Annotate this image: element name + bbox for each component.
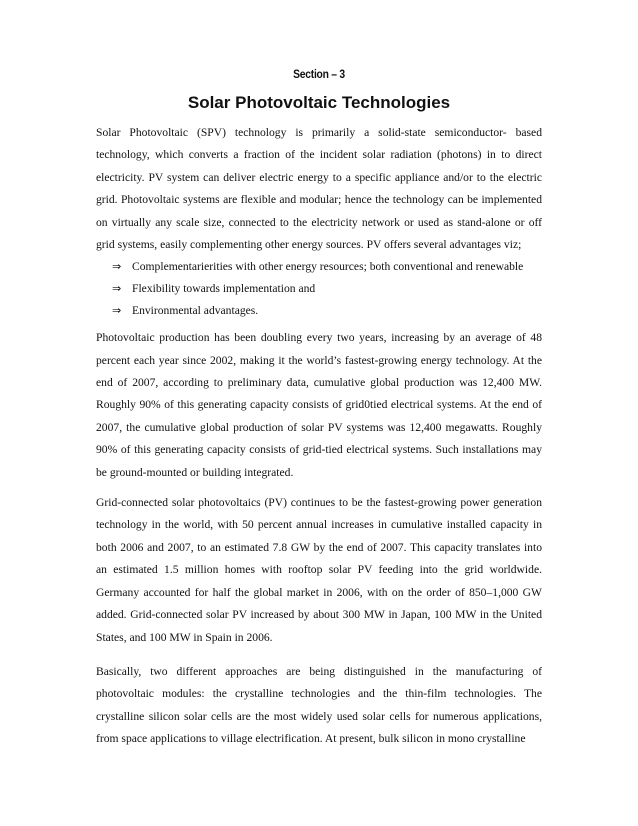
double-arrow-icon: ⇒ — [112, 282, 122, 296]
production-paragraph: Photovoltaic production has been doubling every two years, increasing by an average of 48 percent each year since 2002, making it the world’s fastest-growing energy technology. At the end of 2007, according to preliminary data, cumulative global production was 12,400 MW. Roughly 90% of this generating capacity consists of grid0tied electrical systems. At the end of 2007, the cumulative global production of solar PV systems was 12,400 megawatts. Roughly 90% of this generating capacity consists of grid-tied electrical systems. Such installations may be ground-mounted or building integrated. — [96, 331, 542, 479]
double-arrow-icon: ⇒ — [112, 303, 122, 317]
list-item-text: Environmental advantages. — [132, 303, 259, 317]
list-item — [112, 256, 542, 278]
intro-paragraph: Solar Photovoltaic (SPV) technology is primarily a solid-state semiconductor- based technology, which converts a fraction of the incident solar radiation (photons) in to direct electricity. PV system can deliver electric energy to a specific appliance and/or to the electric grid. Photovoltaic systems are flexible and modular; hence the technology can be implemented on virtually any scale size, connected to the electricity network or used as stand-alone or off grid systems, easily complementing other energy sources. PV offers several advantages viz; — [96, 126, 542, 252]
advantages-list — [96, 256, 542, 321]
double-arrow-icon: ⇒ — [112, 260, 122, 274]
section-label: Section – 3 — [293, 67, 345, 81]
page-title: Solar Photovoltaic Technologies — [187, 93, 451, 112]
list-item-text: Flexibility towards implementation and — [132, 282, 316, 296]
manufacturing-paragraph: Basically, two different approaches are being distinguished in the manufacturing of photovoltaic modules: the crystalline technologies and the thin-film technologies. The crystalline silicon solar cells are the most widely used solar cells for numerous applications, from space applications to village electrification. At present, bulk silicon in mono crystalline — [96, 664, 542, 746]
list-item — [112, 300, 542, 322]
list-item — [112, 278, 542, 300]
list-item-text: Complementarierities with other energy resources; both conventional and renewable — [132, 260, 524, 274]
grid-connected-paragraph: Grid-connected solar photovoltaics (PV) continues to be the fastest-growing power generation technology in the world, with 50 percent annual increases in cumulative installed capacity in both 2006 and 2007, to an estimated 7.8 GW by the end of 2007. This capacity translates into an estimated 1.5 million homes with rooftop solar PV feeding into the grid worldwide. Germany accounted for half the global market in 2006, with on the order of 850–1,000 GW added. Grid-connected solar PV increased by about 300 MW in Japan, 100 MW in the United States, and 100 MW in Spain in 2006. — [96, 496, 542, 644]
